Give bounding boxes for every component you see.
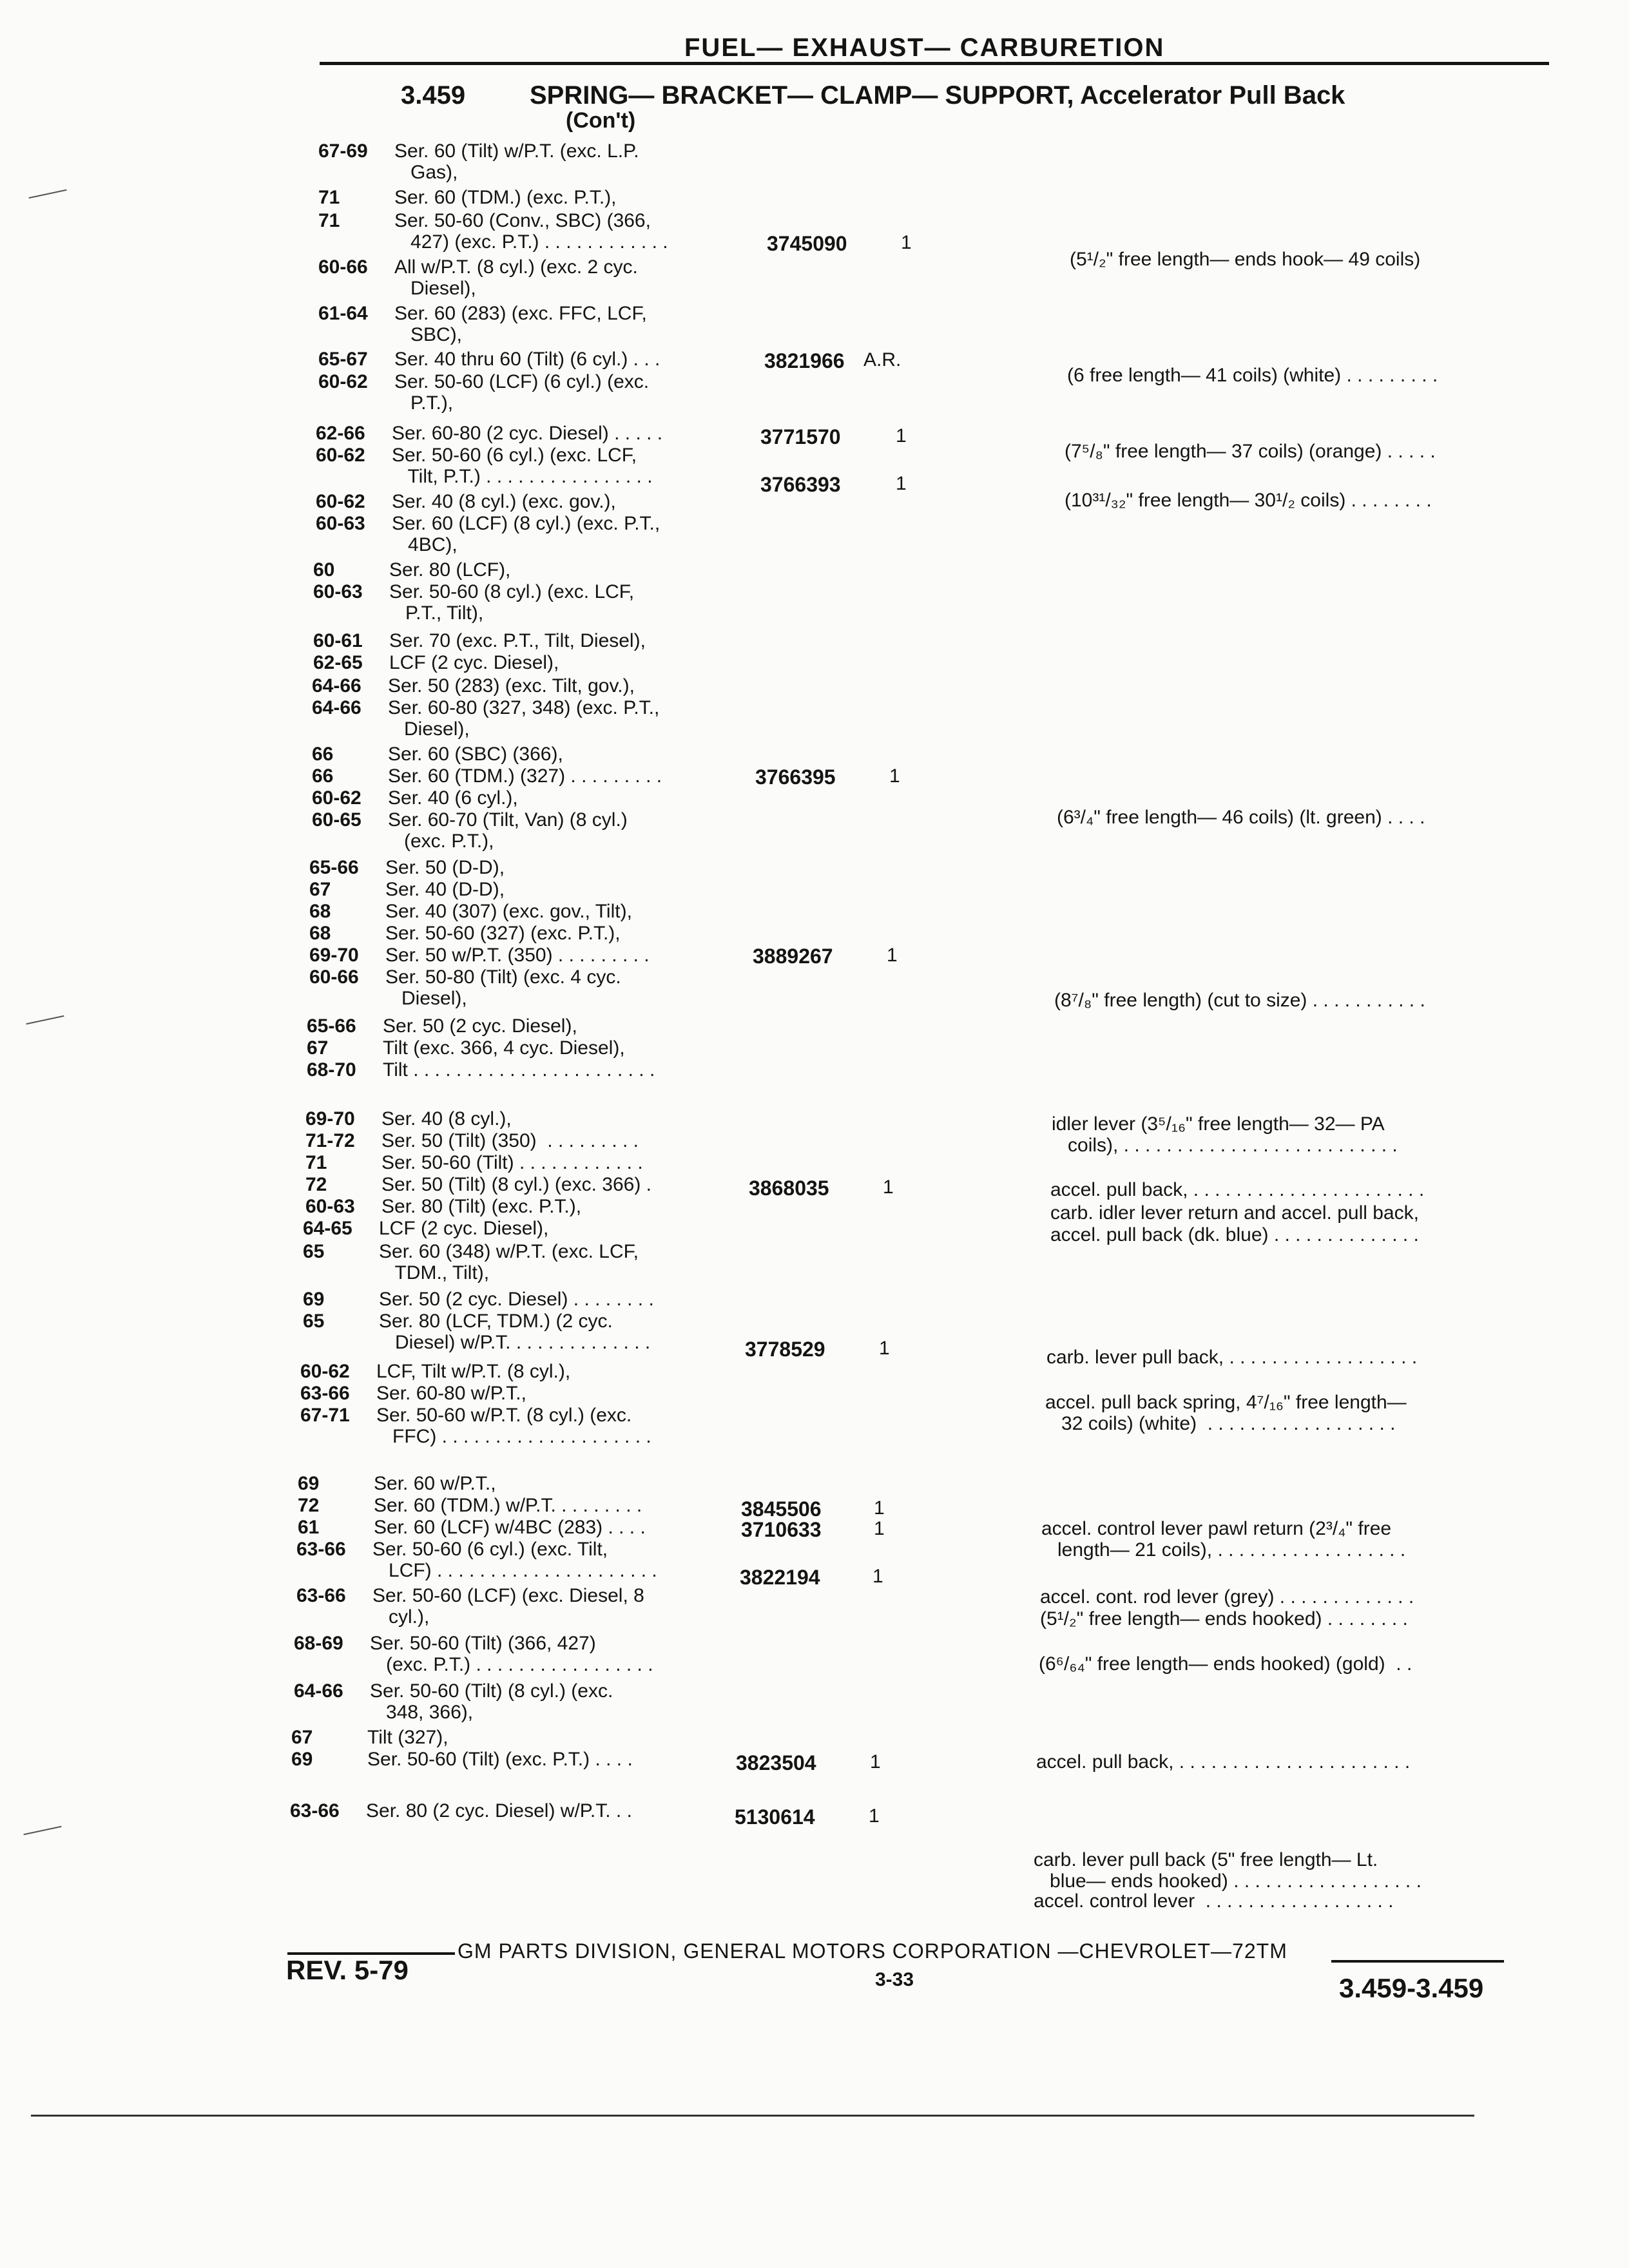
application-text: Ser. 50 (D-D),: [385, 857, 505, 878]
quantity: 1: [896, 425, 907, 447]
application-text: Ser. 50 (Tilt) (350) . . . . . . . . .: [381, 1130, 639, 1151]
application-text: Ser. 50-60 (Tilt) (exc. P.T.) . . . .: [367, 1749, 633, 1770]
application-text: Tilt (exc. 366, 4 cyc. Diesel),: [383, 1037, 625, 1059]
application-text: Ser. 80 (LCF, TDM.) (2 cyc. Diesel) w/P.T. . . . . . . . . . . . . .: [379, 1311, 651, 1353]
part-description: (6³/₄" free length— 46 coils) (lt. green) . . . .: [1057, 807, 1425, 828]
application-text: Ser. 60 (348) w/P.T. (exc. LCF, TDM., Tilt),: [379, 1241, 639, 1283]
model-year: 63-66: [296, 1539, 346, 1560]
model-year: 65-67: [318, 349, 368, 370]
part-number: 5130614: [735, 1805, 815, 1829]
application-text: Ser. 50-80 (Tilt) (exc. 4 cyc. Diesel),: [385, 966, 621, 1009]
model-year: 69-70: [309, 945, 359, 966]
part-description: carb. idler lever return and accel. pull back,: [1050, 1202, 1419, 1224]
quantity: 1: [901, 232, 912, 253]
model-year: 63-66: [296, 1585, 346, 1606]
model-year: 61: [298, 1517, 320, 1538]
bottom-scan-line: [31, 2115, 1474, 2117]
model-year: 69: [303, 1289, 325, 1310]
model-year: 64-66: [312, 675, 361, 697]
application-text: Ser. 50 (Tilt) (8 cyl.) (exc. 366) .: [381, 1174, 651, 1195]
part-number: 3821966: [764, 349, 845, 372]
part-description: accel. pull back spring, 4⁷/₁₆" free length— 32 coils) (white) . . . . . . . . . . . . . . . . . .: [1045, 1392, 1407, 1434]
model-year: 67: [309, 879, 331, 900]
application-text: Ser. 60 (LCF) (8 cyl.) (exc. P.T., 4BC),: [392, 513, 660, 555]
application-text: Ser. 40 (8 cyl.),: [381, 1108, 512, 1129]
application-text: Ser. 50-60 (8 cyl.) (exc. LCF, P.T., Tilt),: [389, 581, 635, 624]
model-year: 60-66: [309, 966, 359, 988]
part-number: 3710633: [741, 1518, 822, 1541]
model-year: 65-66: [307, 1015, 356, 1037]
part-number: 3822194: [740, 1566, 820, 1589]
quantity: 1: [889, 765, 900, 787]
application-text: Ser. 40 thru 60 (Tilt) (6 cyl.) . . .: [394, 349, 660, 370]
application-text: Ser. 50-60 (Tilt) . . . . . . . . . . . .: [381, 1152, 643, 1173]
quantity: 1: [887, 945, 898, 966]
part-description: accel. pull back, . . . . . . . . . . . . . . . . . . . . . .: [1036, 1751, 1411, 1773]
application-text: Ser. 60 (TDM.) (327) . . . . . . . . .: [388, 765, 662, 787]
running-title: FUEL— EXHAUST— CARBURETION: [684, 34, 1165, 62]
model-year: 67-71: [300, 1405, 350, 1426]
application-text: Ser. 40 (D-D),: [385, 879, 505, 900]
section-title: SPRING— BRACKET— CLAMP— SUPPORT, Accelerator Pull Back: [530, 81, 1345, 110]
part-description: (6⁶/₆₄" free length— ends hooked) (gold) . .: [1039, 1653, 1412, 1675]
revision-date: REV. 5-79: [286, 1955, 409, 1985]
quantity: 1: [872, 1566, 883, 1587]
model-year: 60-66: [318, 256, 368, 278]
part-number: 3766395: [755, 765, 836, 789]
application-text: Ser. 40 (8 cyl.) (exc. gov.),: [392, 491, 616, 512]
model-year: 72: [305, 1174, 327, 1195]
application-text: Ser. 50-60 w/P.T. (8 cyl.) (exc. FFC) . . . . . . . . . . . . . . . . . . . .: [376, 1405, 651, 1447]
model-year: 67: [307, 1037, 329, 1059]
application-text: Ser. 40 (6 cyl.),: [388, 787, 518, 809]
footer-rule-right: [1331, 1960, 1504, 1963]
application-text: Tilt (327),: [367, 1727, 448, 1748]
page-number: 3-33: [875, 1969, 914, 1990]
part-description: idler lever (3⁵/₁₆" free length— 32— PA coils), . . . . . . . . . . . . . . . . . . . . . . . . . .: [1052, 1113, 1398, 1156]
model-year: 60-63: [305, 1196, 355, 1217]
model-year: 60-62: [318, 371, 368, 392]
part-number: 3766393: [760, 473, 841, 496]
application-text: Ser. 80 (Tilt) (exc. P.T.),: [381, 1196, 582, 1217]
publisher-line: GM PARTS DIVISION, GENERAL MOTORS CORPORATION —CHEVROLET—72TM: [458, 1939, 1287, 1963]
model-year: 60-63: [313, 581, 363, 602]
model-year: 60-61: [313, 630, 363, 651]
quantity: 1: [896, 473, 907, 494]
quantity: 1: [883, 1177, 894, 1198]
model-year: 72: [298, 1495, 320, 1516]
model-year: 63-66: [290, 1800, 340, 1821]
application-text: Ser. 50 (2 cyc. Diesel),: [383, 1015, 577, 1037]
model-year: 67: [291, 1727, 313, 1748]
model-year: 62-65: [313, 652, 363, 673]
model-year: 60-62: [300, 1361, 350, 1382]
application-text: Ser. 60 w/P.T.,: [374, 1473, 496, 1494]
application-text: Ser. 70 (exc. P.T., Tilt, Diesel),: [389, 630, 646, 651]
model-year: 71: [318, 210, 340, 231]
application-text: Ser. 50-60 (6 cyl.) (exc. Tilt, LCF) . . . . . . . . . . . . . . . . . . . . .: [372, 1539, 657, 1581]
application-text: Ser. 80 (2 cyc. Diesel) w/P.T. . .: [366, 1800, 632, 1821]
application-text: Tilt . . . . . . . . . . . . . . . . . . . . . . .: [383, 1059, 655, 1081]
application-text: LCF (2 cyc. Diesel),: [379, 1218, 549, 1239]
part-number: 3845506: [741, 1497, 822, 1521]
part-number: 3823504: [736, 1751, 816, 1774]
quantity: 1: [869, 1805, 880, 1827]
model-year: 62-66: [316, 423, 365, 444]
application-text: Ser. 60 (TDM.) (exc. P.T.),: [394, 187, 617, 208]
application-text: Ser. 50-60 (Conv., SBC) (366, 427) (exc. P.T.) . . . . . . . . . . . .: [394, 210, 668, 253]
part-description: accel. pull back, . . . . . . . . . . . . . . . . . . . . . .: [1050, 1179, 1425, 1200]
model-year: 69: [291, 1749, 313, 1770]
model-year: 64-66: [294, 1680, 343, 1702]
application-text: Ser. 60 (SBC) (366),: [388, 744, 563, 765]
part-number: 3745090: [767, 232, 847, 255]
model-year: 61-64: [318, 303, 368, 324]
model-year: 60: [313, 559, 335, 581]
model-year: 60-65: [312, 809, 361, 831]
model-year: 64-65: [303, 1218, 352, 1239]
part-description: (10³¹/₃₂" free length— 30¹/₂ coils) . . . . . . . .: [1065, 490, 1432, 511]
application-text: LCF (2 cyc. Diesel),: [389, 652, 559, 673]
part-description: accel. pull back (dk. blue) . . . . . . . . . . . . . .: [1050, 1224, 1419, 1245]
application-text: All w/P.T. (8 cyl.) (exc. 2 cyc. Diesel),: [394, 256, 638, 299]
application-text: Ser. 80 (LCF),: [389, 559, 511, 581]
part-description: (7⁵/₈" free length— 37 coils) (orange) . . . . .: [1065, 441, 1436, 462]
model-year: 71: [318, 187, 340, 208]
model-year: 65: [303, 1241, 325, 1262]
quantity: 1: [870, 1751, 881, 1773]
model-year: 64-66: [312, 697, 361, 718]
quantity: 1: [879, 1338, 890, 1359]
model-year: 65-66: [309, 857, 359, 878]
part-description: accel. control lever . . . . . . . . . . . . . . . . . .: [1034, 1890, 1394, 1912]
part-description: accel. control lever pawl return (2³/₄" free length— 21 coils), . . . . . . . . . . . . . . . . . .: [1041, 1518, 1406, 1561]
quantity: A.R.: [863, 349, 901, 370]
application-text: Ser. 50 w/P.T. (350) . . . . . . . . .: [385, 945, 650, 966]
model-year: 60-62: [316, 445, 365, 466]
application-text: Ser. 60-80 w/P.T.,: [376, 1383, 526, 1404]
application-text: Ser. 50-60 (327) (exc. P.T.),: [385, 923, 621, 944]
model-year: 63-66: [300, 1383, 350, 1404]
model-year: 60-62: [316, 491, 365, 512]
part-description: (5¹/₂" free length— ends hook— 49 coils): [1070, 249, 1421, 270]
part-description: accel. cont. rod lever (grey) . . . . . . . . . . . . .: [1040, 1586, 1414, 1608]
section-range: 3.459-3.459: [1339, 1973, 1484, 2003]
part-description: carb. lever pull back, . . . . . . . . . . . . . . . . . .: [1046, 1347, 1418, 1368]
model-year: 60-63: [316, 513, 365, 534]
model-year: 68-70: [307, 1059, 356, 1081]
part-number: 3889267: [753, 945, 833, 968]
model-year: 69: [298, 1473, 320, 1494]
model-year: 60-62: [312, 787, 361, 809]
section-continued: (Con't): [566, 108, 636, 133]
part-description: (6 free length— 41 coils) (white) . . . . . . . . .: [1067, 365, 1438, 386]
model-year: 66: [312, 765, 334, 787]
model-year: 66: [312, 744, 334, 765]
section-number: 3.459: [401, 81, 466, 110]
application-text: Ser. 60 (Tilt) w/P.T. (exc. L.P. Gas),: [394, 140, 639, 183]
application-text: Ser. 60-80 (327, 348) (exc. P.T., Diesel),: [388, 697, 660, 740]
model-year: 68-69: [294, 1633, 343, 1654]
application-text: Ser. 50-60 (6 cyl.) (exc. LCF, Tilt, P.T.) . . . . . . . . . . . . . . . .: [392, 445, 653, 487]
application-text: Ser. 50-60 (Tilt) (366, 427) (exc. P.T.) . . . . . . . . . . . . . . . . .: [370, 1633, 653, 1675]
part-description: (5¹/₂" free length— ends hooked) . . . . . . . .: [1040, 1608, 1408, 1629]
application-text: Ser. 50-60 (Tilt) (8 cyl.) (exc. 348, 366),: [370, 1680, 613, 1723]
model-year: 67-69: [318, 140, 368, 162]
model-year: 65: [303, 1311, 325, 1332]
application-text: Ser. 50-60 (LCF) (exc. Diesel, 8 cyl.),: [372, 1585, 644, 1628]
application-text: Ser. 60-80 (2 cyc. Diesel) . . . . .: [392, 423, 663, 444]
application-text: Ser. 40 (307) (exc. gov., Tilt),: [385, 901, 632, 922]
application-text: Ser. 60 (TDM.) w/P.T. . . . . . . . .: [374, 1495, 642, 1516]
application-text: LCF, Tilt w/P.T. (8 cyl.),: [376, 1361, 571, 1382]
application-text: Ser. 60 (LCF) w/4BC (283) . . . .: [374, 1517, 646, 1538]
model-year: 71-72: [305, 1130, 355, 1151]
model-year: 68: [309, 923, 331, 944]
application-text: Ser. 60-70 (Tilt, Van) (8 cyl.) (exc. P.T.),: [388, 809, 628, 852]
application-text: Ser. 50-60 (LCF) (6 cyl.) (exc. P.T.),: [394, 371, 650, 414]
part-number: 3778529: [745, 1338, 825, 1361]
quantity: 1: [874, 1518, 885, 1539]
application-text: Ser. 50 (283) (exc. Tilt, gov.),: [388, 675, 635, 697]
part-number: 3868035: [749, 1177, 829, 1200]
quantity: 1: [874, 1497, 885, 1519]
model-year: 69-70: [305, 1108, 355, 1129]
model-year: 68: [309, 901, 331, 922]
model-year: 71: [305, 1152, 327, 1173]
application-text: Ser. 50 (2 cyc. Diesel) . . . . . . . .: [379, 1289, 654, 1310]
part-description: carb. lever pull back (5" free length— Lt. blue— ends hooked) . . . . . . . . . . . . . . . . . .: [1034, 1849, 1422, 1892]
part-description: (8⁷/₈" free length) (cut to size) . . . . . . . . . . .: [1054, 990, 1425, 1011]
application-text: Ser. 60 (283) (exc. FFC, LCF, SBC),: [394, 303, 647, 345]
part-number: 3771570: [760, 425, 841, 448]
